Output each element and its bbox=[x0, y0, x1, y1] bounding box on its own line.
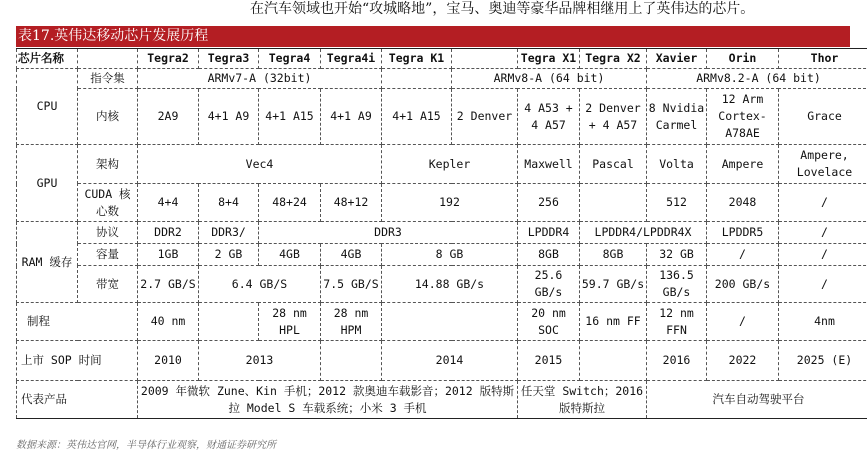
table-title: 表17.英伟达移动芯片发展历程 bbox=[16, 26, 850, 47]
table-cell bbox=[580, 184, 647, 222]
table-cell: 2048 bbox=[707, 184, 779, 222]
table-cell: 4GB bbox=[259, 244, 321, 266]
table-cell: 8+4 bbox=[199, 184, 259, 222]
header-cell: Tegra K1 bbox=[382, 49, 452, 69]
table-cell: 2010 bbox=[138, 341, 199, 381]
table-cell: 8GB bbox=[580, 244, 647, 266]
table-cell: 136.5 GB/s bbox=[647, 266, 707, 303]
table-cell: 2 GB bbox=[199, 244, 259, 266]
table-cell: Volta bbox=[647, 145, 707, 184]
table-cell: 汽车自动驾驶平台 bbox=[647, 381, 867, 419]
row-label: 容量 bbox=[78, 244, 138, 266]
table-cell: ARMv8-A (64 bit) bbox=[452, 69, 647, 89]
table-cell: / bbox=[707, 303, 779, 341]
table-cell: 6.4 GB/S bbox=[199, 266, 321, 303]
row-group-label: GPU bbox=[17, 145, 78, 222]
table-cell: 28 nm HPM bbox=[321, 303, 382, 341]
table-cell: 4 A53 + 4 A57 bbox=[518, 89, 580, 145]
table-cell: 14.88 GB/s bbox=[382, 266, 518, 303]
table-cell: 4+1 A9 bbox=[321, 89, 382, 145]
table-cell bbox=[199, 303, 259, 341]
table-cell: 4nm bbox=[779, 303, 867, 341]
table-cell: 12 Arm Cortex-A78AE bbox=[707, 89, 779, 145]
table-cell: LPDDR4/LPDDR4X bbox=[580, 222, 707, 244]
table-header-row bbox=[17, 49, 867, 69]
table-cell: 2016 bbox=[647, 341, 707, 381]
header-cell: Tegra X1 bbox=[518, 49, 580, 69]
header-cell: Tegra4i bbox=[321, 49, 382, 69]
table-cell bbox=[580, 341, 647, 381]
source-note: 数据来源：英伟达官网，半导体行业观察，财通证券研究所 bbox=[16, 436, 276, 451]
table-cell: 2A9 bbox=[138, 89, 199, 145]
table-cell: 4+1 A15 bbox=[382, 89, 452, 145]
intro-text: 在汽车领域也开始“攻城略地”，宝马、奥迪等豪华品牌相继用上了英伟达的芯片。 bbox=[250, 0, 867, 20]
table-row bbox=[17, 222, 867, 244]
row-label: 协议 bbox=[78, 222, 138, 244]
table-row bbox=[17, 266, 867, 303]
table-cell: DDR3/ bbox=[199, 222, 259, 244]
table-cell: 16 nm FF bbox=[580, 303, 647, 341]
table-cell: 2 Denver bbox=[452, 89, 518, 145]
header-cell: Orin bbox=[707, 49, 779, 69]
table-cell: 40 nm bbox=[138, 303, 199, 341]
header-cell: Tegra3 bbox=[199, 49, 259, 69]
row-label: 内核 bbox=[78, 89, 138, 145]
table-cell: 任天堂 Switch；2016 版特斯拉 bbox=[518, 381, 647, 419]
table-cell bbox=[382, 303, 518, 341]
table-cell: 192 bbox=[382, 184, 518, 222]
table-cell bbox=[382, 69, 452, 89]
table-cell bbox=[321, 341, 382, 381]
table-cell: Kepler bbox=[382, 145, 518, 184]
table-cell: ARMv8.2-A (64 bit) bbox=[647, 69, 867, 89]
header-cell: Tegra X2 bbox=[580, 49, 647, 69]
table-cell: Ampere, Lovelace bbox=[779, 145, 867, 184]
header-cell: Tegra4 bbox=[259, 49, 321, 69]
table-cell: 2 Denver + 4 A57 bbox=[580, 89, 647, 145]
table-cell: 2022 bbox=[707, 341, 779, 381]
row-label: CUDA 核心数 bbox=[78, 184, 138, 222]
row-group-label: 制程 bbox=[17, 303, 138, 341]
table-cell: 32 GB bbox=[647, 244, 707, 266]
row-group-label: RAM 缓存 bbox=[17, 222, 78, 303]
table-cell: 4+1 A15 bbox=[259, 89, 321, 145]
table-row bbox=[17, 89, 867, 145]
table-cell: 48+12 bbox=[321, 184, 382, 222]
table-row bbox=[17, 69, 867, 89]
table-cell: 12 nm FFN bbox=[647, 303, 707, 341]
table-cell: 20 nm SOC bbox=[518, 303, 580, 341]
table-cell: 8 Nvidia Carmel bbox=[647, 89, 707, 145]
row-group-label: 上市 SOP 时间 bbox=[17, 341, 138, 381]
table-cell: 2014 bbox=[382, 341, 518, 381]
table-cell: LPDDR5 bbox=[707, 222, 779, 244]
table-cell: DDR3 bbox=[259, 222, 518, 244]
table-cell: 7.5 GB/S bbox=[321, 266, 382, 303]
table-cell: 48+24 bbox=[259, 184, 321, 222]
table-cell: 2.7 GB/S bbox=[138, 266, 199, 303]
table-cell: 59.7 GB/s bbox=[580, 266, 647, 303]
table-cell: Pascal bbox=[580, 145, 647, 184]
table-cell: 512 bbox=[647, 184, 707, 222]
table-cell: LPDDR4 bbox=[518, 222, 580, 244]
row-label: 架构 bbox=[78, 145, 138, 184]
table-row bbox=[17, 145, 867, 184]
row-label: 指令集 bbox=[78, 69, 138, 89]
table-cell: 1GB bbox=[138, 244, 199, 266]
header-cell bbox=[78, 49, 138, 69]
table-row bbox=[17, 341, 867, 381]
table-cell: 4+4 bbox=[138, 184, 199, 222]
header-cell: Xavier bbox=[647, 49, 707, 69]
table-cell: Grace bbox=[779, 89, 867, 145]
table-cell: 8 GB bbox=[382, 244, 518, 266]
table-cell: DDR2 bbox=[138, 222, 199, 244]
table-cell: 8GB bbox=[518, 244, 580, 266]
table-row bbox=[17, 184, 867, 222]
table-row bbox=[17, 244, 867, 266]
table-cell: 2009 年微软 Zune、Kin 手机；2012 款奥迪车载影音；2012 版特斯拉 Model S 车载系统；小米 3 手机 bbox=[138, 381, 518, 419]
header-cell: 芯片名称 bbox=[17, 49, 78, 69]
table-cell: ARMv7-A (32bit) bbox=[138, 69, 382, 89]
table-cell: Maxwell bbox=[518, 145, 580, 184]
row-label: 带宽 bbox=[78, 266, 138, 303]
table-cell: / bbox=[707, 244, 779, 266]
header-cell bbox=[452, 49, 518, 69]
header-cell: Tegra2 bbox=[138, 49, 199, 69]
table-cell: 4+1 A9 bbox=[199, 89, 259, 145]
table-cell: / bbox=[779, 222, 867, 244]
table-cell: 2025 (E) bbox=[779, 341, 867, 381]
table-row bbox=[17, 303, 867, 341]
table-cell: Vec4 bbox=[138, 145, 382, 184]
table-cell: Ampere bbox=[707, 145, 779, 184]
table-cell: / bbox=[779, 244, 867, 266]
table-cell: 4GB bbox=[321, 244, 382, 266]
header-cell: Thor bbox=[779, 49, 867, 69]
row-group-label: CPU bbox=[17, 69, 78, 145]
table-cell: 25.6 GB/s bbox=[518, 266, 580, 303]
table-cell: 256 bbox=[518, 184, 580, 222]
table-cell: / bbox=[779, 266, 867, 303]
table-cell: / bbox=[779, 184, 867, 222]
table-cell: 2013 bbox=[199, 341, 321, 381]
table-cell: 200 GB/s bbox=[707, 266, 779, 303]
table-cell: 2015 bbox=[518, 341, 580, 381]
table-cell: 28 nm HPL bbox=[259, 303, 321, 341]
row-group-label: 代表产品 bbox=[17, 381, 138, 419]
table-row bbox=[17, 381, 867, 419]
chip-spec-table bbox=[16, 48, 867, 419]
